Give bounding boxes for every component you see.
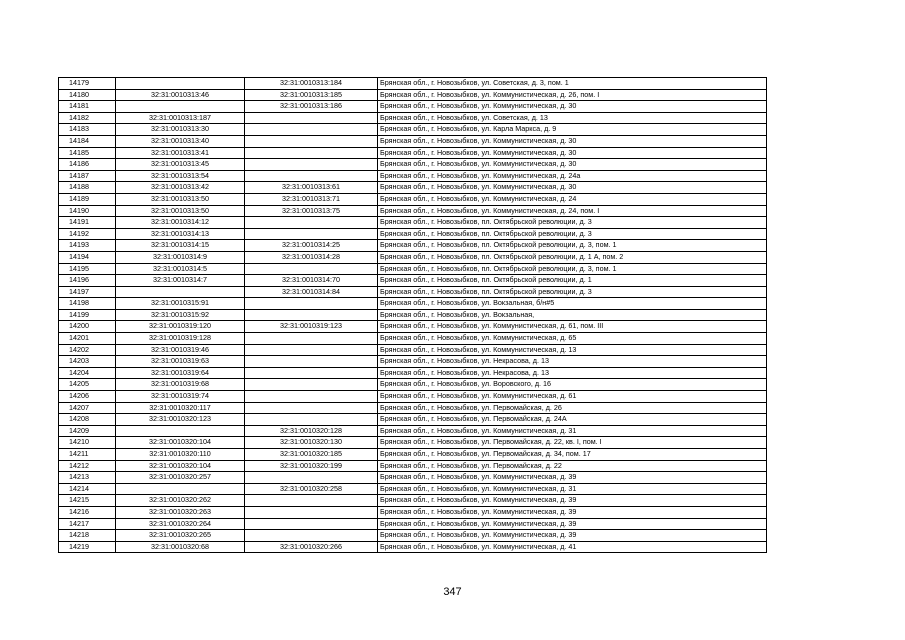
- address-cell: Брянская обл., г. Новозыбков, ул. Первомайская, д. 22, кв. I, пом. I: [378, 437, 767, 449]
- table-row: [59, 391, 767, 403]
- row-number-cell: 14216: [59, 506, 116, 518]
- page-number: 347: [443, 586, 462, 598]
- address-cell: Брянская обл., г. Новозыбков, ул. Коммунистическая, д. 31: [378, 425, 767, 437]
- table-row: [59, 147, 767, 159]
- row-number-cell: 14183: [59, 124, 116, 136]
- row-number-cell: 14189: [59, 193, 116, 205]
- related-cadastral-number-cell: 32:31:0010320:199: [245, 460, 378, 472]
- table-row: [59, 112, 767, 124]
- cadastral-number-cell: 32:31:0010320:110: [116, 449, 245, 461]
- row-number-cell: 14214: [59, 483, 116, 495]
- table-row: [59, 205, 767, 217]
- cadastral-number-cell: 32:31:0010319:64: [116, 367, 245, 379]
- table-row: [59, 159, 767, 171]
- table-row: [59, 251, 767, 263]
- row-number-cell: 14181: [59, 101, 116, 113]
- related-cadastral-number-cell: [245, 379, 378, 391]
- table-row: [59, 333, 767, 345]
- row-number-cell: 14195: [59, 263, 116, 275]
- table-row: [59, 495, 767, 507]
- address-cell: Брянская обл., г. Новозыбков, ул. Коммунистическая, д. 31: [378, 483, 767, 495]
- related-cadastral-number-cell: [245, 530, 378, 542]
- address-cell: Брянская обл., г. Новозыбков, пл. Октябрьской революции, д. 1: [378, 275, 767, 287]
- table-row: [59, 263, 767, 275]
- related-cadastral-number-cell: [245, 124, 378, 136]
- row-number-cell: 14184: [59, 135, 116, 147]
- row-number-cell: 14217: [59, 518, 116, 530]
- address-cell: Брянская обл., г. Новозыбков, ул. Коммунистическая, д. 30: [378, 135, 767, 147]
- cadastral-number-cell: [116, 425, 245, 437]
- row-number-cell: 14200: [59, 321, 116, 333]
- row-number-cell: 14196: [59, 275, 116, 287]
- address-cell: Брянская обл., г. Новозыбков, пл. Октябрьской революции, д. 3, пом. 1: [378, 240, 767, 252]
- table-row: [59, 414, 767, 426]
- table-row: [59, 449, 767, 461]
- table-row: [59, 309, 767, 321]
- address-cell: Брянская обл., г. Новозыбков, ул. Коммунистическая, д. 39: [378, 495, 767, 507]
- address-cell: Брянская обл., г. Новозыбков, ул. Коммунистическая, д. 30: [378, 182, 767, 194]
- cadastral-number-cell: 32:31:0010313:45: [116, 159, 245, 171]
- related-cadastral-number-cell: [245, 344, 378, 356]
- address-cell: Брянская обл., г. Новозыбков, ул. Коммунистическая, д. 65: [378, 333, 767, 345]
- related-cadastral-number-cell: 32:31:0010320:128: [245, 425, 378, 437]
- cadastral-number-cell: 32:31:0010313:50: [116, 193, 245, 205]
- table-row: [59, 217, 767, 229]
- related-cadastral-number-cell: 32:31:0010313:185: [245, 89, 378, 101]
- table-row: [59, 518, 767, 530]
- row-number-cell: 14205: [59, 379, 116, 391]
- row-number-cell: 14212: [59, 460, 116, 472]
- row-number-cell: 14182: [59, 112, 116, 124]
- address-cell: Брянская обл., г. Новозыбков, ул. Воровского, д. 16: [378, 379, 767, 391]
- cadastral-number-cell: 32:31:0010319:120: [116, 321, 245, 333]
- related-cadastral-number-cell: [245, 112, 378, 124]
- row-number-cell: 14219: [59, 541, 116, 553]
- table-row: [59, 437, 767, 449]
- table-row: [59, 228, 767, 240]
- table-row: [59, 472, 767, 484]
- row-number-cell: 14206: [59, 391, 116, 403]
- cadastral-number-cell: 32:31:0010320:263: [116, 506, 245, 518]
- cadastral-number-cell: 32:31:0010320:262: [116, 495, 245, 507]
- address-cell: Брянская обл., г. Новозыбков, пл. Октябрьской революции, д. 3: [378, 217, 767, 229]
- cadastral-number-cell: 32:31:0010313:40: [116, 135, 245, 147]
- related-cadastral-number-cell: [245, 391, 378, 403]
- table-row: [59, 425, 767, 437]
- address-cell: Брянская обл., г. Новозыбков, ул. Коммунистическая, д. 61: [378, 391, 767, 403]
- related-cadastral-number-cell: 32:31:0010320:266: [245, 541, 378, 553]
- related-cadastral-number-cell: [245, 217, 378, 229]
- cadastral-number-cell: [116, 483, 245, 495]
- cadastral-number-cell: 32:31:0010320:68: [116, 541, 245, 553]
- table-row: [59, 321, 767, 333]
- related-cadastral-number-cell: [245, 506, 378, 518]
- table-row: [59, 367, 767, 379]
- cadastral-number-cell: 32:31:0010314:9: [116, 251, 245, 263]
- address-cell: Брянская обл., г. Новозыбков, ул. Коммунистическая, д. 61, пом. III: [378, 321, 767, 333]
- row-number-cell: 14215: [59, 495, 116, 507]
- related-cadastral-number-cell: [245, 402, 378, 414]
- table-row: [59, 286, 767, 298]
- address-cell: Брянская обл., г. Новозыбков, ул. Карла Маркса, д. 9: [378, 124, 767, 136]
- row-number-cell: 14199: [59, 309, 116, 321]
- cadastral-number-cell: 32:31:0010320:265: [116, 530, 245, 542]
- cadastral-number-cell: 32:31:0010320:117: [116, 402, 245, 414]
- address-cell: Брянская обл., г. Новозыбков, пл. Октябрьской революции, д. 3: [378, 228, 767, 240]
- row-number-cell: 14192: [59, 228, 116, 240]
- row-number-cell: 14207: [59, 402, 116, 414]
- row-number-cell: 14194: [59, 251, 116, 263]
- cadastral-number-cell: 32:31:0010313:50: [116, 205, 245, 217]
- cadastral-number-cell: [116, 101, 245, 113]
- cadastral-number-cell: 32:31:0010319:46: [116, 344, 245, 356]
- row-number-cell: 14187: [59, 170, 116, 182]
- related-cadastral-number-cell: [245, 495, 378, 507]
- table-row: [59, 379, 767, 391]
- address-cell: Брянская обл., г. Новозыбков, ул. Коммунистическая, д. 30: [378, 159, 767, 171]
- related-cadastral-number-cell: [245, 356, 378, 368]
- related-cadastral-number-cell: [245, 159, 378, 171]
- address-cell: Брянская обл., г. Новозыбков, ул. Коммунистическая, д. 41: [378, 541, 767, 553]
- related-cadastral-number-cell: 32:31:0010314:84: [245, 286, 378, 298]
- address-cell: Брянская обл., г. Новозыбков, ул. Коммунистическая, д. 30: [378, 147, 767, 159]
- table-row: [59, 170, 767, 182]
- related-cadastral-number-cell: [245, 298, 378, 310]
- related-cadastral-number-cell: 32:31:0010320:185: [245, 449, 378, 461]
- address-cell: Брянская обл., г. Новозыбков, ул. Коммунистическая, д. 24, пом. I: [378, 205, 767, 217]
- table-row: [59, 78, 767, 90]
- address-cell: Брянская обл., г. Новозыбков, ул. Советская, д. 3, пом. 1: [378, 78, 767, 90]
- address-cell: Брянская обл., г. Новозыбков, ул. Коммунистическая, д. 39: [378, 472, 767, 484]
- address-cell: Брянская обл., г. Новозыбков, пл. Октябрьской революции, д. 1 А, пом. 2: [378, 251, 767, 263]
- table-row: [59, 89, 767, 101]
- address-cell: Брянская обл., г. Новозыбков, ул. Коммунистическая, д. 24: [378, 193, 767, 205]
- related-cadastral-number-cell: [245, 135, 378, 147]
- table-row: [59, 483, 767, 495]
- cadastral-number-cell: 32:31:0010320:123: [116, 414, 245, 426]
- table-row: [59, 541, 767, 553]
- address-cell: Брянская обл., г. Новозыбков, ул. Коммунистическая, д. 30: [378, 101, 767, 113]
- related-cadastral-number-cell: 32:31:0010314:70: [245, 275, 378, 287]
- row-number-cell: 14186: [59, 159, 116, 171]
- cadastral-number-cell: 32:31:0010319:63: [116, 356, 245, 368]
- row-number-cell: 14210: [59, 437, 116, 449]
- address-cell: Брянская обл., г. Новозыбков, ул. Вокзальная, б/н#5: [378, 298, 767, 310]
- cadastral-number-cell: 32:31:0010313:42: [116, 182, 245, 194]
- row-number-cell: 14179: [59, 78, 116, 90]
- table-row: [59, 124, 767, 136]
- related-cadastral-number-cell: 32:31:0010314:25: [245, 240, 378, 252]
- table-row: [59, 298, 767, 310]
- address-cell: Брянская обл., г. Новозыбков, ул. Первомайская, д. 34, пом. 17: [378, 449, 767, 461]
- cadastral-number-cell: 32:31:0010320:104: [116, 437, 245, 449]
- table-row: [59, 135, 767, 147]
- cadastral-number-cell: 32:31:0010313:46: [116, 89, 245, 101]
- address-cell: Брянская обл., г. Новозыбков, ул. Коммунистическая, д. 26, пом. I: [378, 89, 767, 101]
- related-cadastral-number-cell: 32:31:0010320:130: [245, 437, 378, 449]
- row-number-cell: 14204: [59, 367, 116, 379]
- cadastral-number-cell: 32:31:0010315:91: [116, 298, 245, 310]
- cadastral-number-cell: 32:31:0010314:5: [116, 263, 245, 275]
- table-row: [59, 344, 767, 356]
- related-cadastral-number-cell: [245, 367, 378, 379]
- registry-table: [58, 77, 767, 553]
- table-row: [59, 101, 767, 113]
- cadastral-number-cell: 32:31:0010314:13: [116, 228, 245, 240]
- row-number-cell: 14213: [59, 472, 116, 484]
- address-cell: Брянская обл., г. Новозыбков, ул. Коммунистическая, д. 13: [378, 344, 767, 356]
- row-number-cell: 14211: [59, 449, 116, 461]
- table-row: [59, 530, 767, 542]
- row-number-cell: 14202: [59, 344, 116, 356]
- related-cadastral-number-cell: 32:31:0010313:71: [245, 193, 378, 205]
- related-cadastral-number-cell: [245, 309, 378, 321]
- address-cell: Брянская обл., г. Новозыбков, пл. Октябрьской революции, д. 3, пом. 1: [378, 263, 767, 275]
- cadastral-number-cell: 32:31:0010319:128: [116, 333, 245, 345]
- row-number-cell: 14190: [59, 205, 116, 217]
- related-cadastral-number-cell: 32:31:0010319:123: [245, 321, 378, 333]
- row-number-cell: 14198: [59, 298, 116, 310]
- cadastral-number-cell: 32:31:0010319:68: [116, 379, 245, 391]
- related-cadastral-number-cell: [245, 170, 378, 182]
- cadastral-number-cell: 32:31:0010314:15: [116, 240, 245, 252]
- address-cell: Брянская обл., г. Новозыбков, ул. Первомайская, д. 24А: [378, 414, 767, 426]
- row-number-cell: 14180: [59, 89, 116, 101]
- cadastral-number-cell: [116, 78, 245, 90]
- table-row: [59, 193, 767, 205]
- related-cadastral-number-cell: [245, 333, 378, 345]
- related-cadastral-number-cell: 32:31:0010313:184: [245, 78, 378, 90]
- table-row: [59, 402, 767, 414]
- row-number-cell: 14193: [59, 240, 116, 252]
- related-cadastral-number-cell: [245, 414, 378, 426]
- address-cell: Брянская обл., г. Новозыбков, ул. Некрасова, д. 13: [378, 367, 767, 379]
- related-cadastral-number-cell: 32:31:0010313:186: [245, 101, 378, 113]
- related-cadastral-number-cell: [245, 228, 378, 240]
- row-number-cell: 14185: [59, 147, 116, 159]
- related-cadastral-number-cell: 32:31:0010313:61: [245, 182, 378, 194]
- cadastral-number-cell: 32:31:0010320:264: [116, 518, 245, 530]
- row-number-cell: 14208: [59, 414, 116, 426]
- table-row: [59, 240, 767, 252]
- row-number-cell: 14201: [59, 333, 116, 345]
- related-cadastral-number-cell: 32:31:0010314:28: [245, 251, 378, 263]
- table-row: [59, 460, 767, 472]
- address-cell: Брянская обл., г. Новозыбков, пл. Октябрьской революции, д. 3: [378, 286, 767, 298]
- cadastral-number-cell: 32:31:0010319:74: [116, 391, 245, 403]
- address-cell: Брянская обл., г. Новозыбков, ул. Первомайская, д. 22: [378, 460, 767, 472]
- address-cell: Брянская обл., г. Новозыбков, ул. Вокзальная,: [378, 309, 767, 321]
- table-row: [59, 182, 767, 194]
- cadastral-number-cell: [116, 286, 245, 298]
- cadastral-number-cell: 32:31:0010314:12: [116, 217, 245, 229]
- address-cell: Брянская обл., г. Новозыбков, ул. Коммунистическая, д. 39: [378, 530, 767, 542]
- related-cadastral-number-cell: 32:31:0010313:75: [245, 205, 378, 217]
- related-cadastral-number-cell: [245, 263, 378, 275]
- cadastral-number-cell: 32:31:0010315:92: [116, 309, 245, 321]
- row-number-cell: 14209: [59, 425, 116, 437]
- related-cadastral-number-cell: [245, 147, 378, 159]
- address-cell: Брянская обл., г. Новозыбков, ул. Некрасова, д. 13: [378, 356, 767, 368]
- table-row: [59, 356, 767, 368]
- row-number-cell: 14203: [59, 356, 116, 368]
- related-cadastral-number-cell: [245, 472, 378, 484]
- registry-table-body: [59, 78, 767, 553]
- row-number-cell: 14218: [59, 530, 116, 542]
- address-cell: Брянская обл., г. Новозыбков, ул. Коммунистическая, д. 39: [378, 506, 767, 518]
- row-number-cell: 14188: [59, 182, 116, 194]
- related-cadastral-number-cell: [245, 518, 378, 530]
- cadastral-number-cell: 32:31:0010320:104: [116, 460, 245, 472]
- cadastral-number-cell: 32:31:0010320:257: [116, 472, 245, 484]
- cadastral-number-cell: 32:31:0010313:30: [116, 124, 245, 136]
- cadastral-number-cell: 32:31:0010313:41: [116, 147, 245, 159]
- address-cell: Брянская обл., г. Новозыбков, ул. Первомайская, д. 26: [378, 402, 767, 414]
- address-cell: Брянская обл., г. Новозыбков, ул. Советская, д. 13: [378, 112, 767, 124]
- row-number-cell: 14197: [59, 286, 116, 298]
- table-row: [59, 275, 767, 287]
- related-cadastral-number-cell: 32:31:0010320:258: [245, 483, 378, 495]
- table-row: [59, 506, 767, 518]
- row-number-cell: 14191: [59, 217, 116, 229]
- address-cell: Брянская обл., г. Новозыбков, ул. Коммунистическая, д. 39: [378, 518, 767, 530]
- cadastral-number-cell: 32:31:0010313:54: [116, 170, 245, 182]
- cadastral-number-cell: 32:31:0010313:187: [116, 112, 245, 124]
- cadastral-number-cell: 32:31:0010314:7: [116, 275, 245, 287]
- address-cell: Брянская обл., г. Новозыбков, ул. Коммунистическая, д. 24а: [378, 170, 767, 182]
